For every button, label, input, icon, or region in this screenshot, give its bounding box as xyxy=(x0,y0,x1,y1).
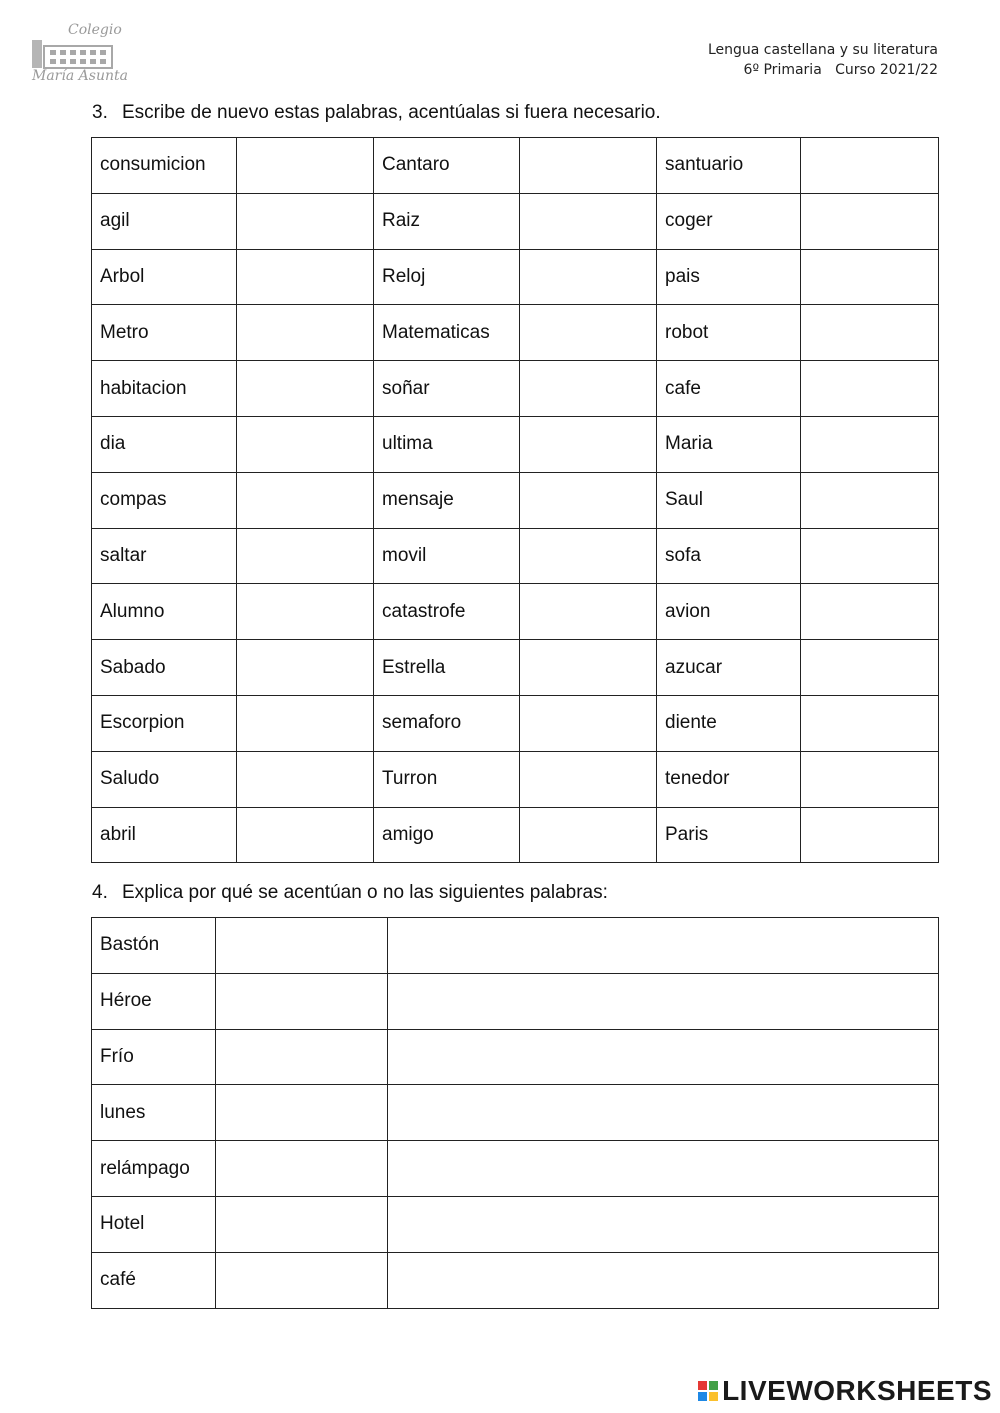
word-cell: Hotel xyxy=(92,1196,216,1252)
word-cell: ultima xyxy=(374,416,520,472)
table-row xyxy=(92,751,939,807)
explanation-cell[interactable] xyxy=(388,1085,939,1141)
explain-words-body xyxy=(92,918,939,1309)
table-row xyxy=(92,416,939,472)
header-subject: Lengua castellana y su literatura xyxy=(707,42,938,58)
question-3 xyxy=(92,102,661,124)
word-cell: robot xyxy=(657,305,801,361)
word-cell: sofa xyxy=(657,528,801,584)
word-cell: coger xyxy=(657,193,801,249)
question-4-text: Explica por qué se acentúan o no las siguientes palabras: xyxy=(122,882,608,903)
answer-cell[interactable] xyxy=(520,193,657,249)
page-header xyxy=(708,40,938,80)
word-cell: Héroe xyxy=(92,973,216,1029)
answer-cell[interactable] xyxy=(520,807,657,863)
question-4 xyxy=(92,882,608,904)
accent-words-table xyxy=(91,137,939,863)
answer-cell[interactable] xyxy=(237,751,374,807)
liveworksheets-logo-icon xyxy=(698,1381,718,1401)
word-cell: lunes xyxy=(92,1085,216,1141)
classification-cell[interactable] xyxy=(216,918,388,974)
table-row xyxy=(92,1029,939,1085)
word-cell: mensaje xyxy=(374,472,520,528)
answer-cell[interactable] xyxy=(520,472,657,528)
word-cell: avion xyxy=(657,584,801,640)
classification-cell[interactable] xyxy=(216,1196,388,1252)
answer-cell[interactable] xyxy=(520,138,657,194)
word-cell: Paris xyxy=(657,807,801,863)
logo-line2: María Asunta xyxy=(32,68,128,84)
answer-cell[interactable] xyxy=(801,751,939,807)
word-cell: dia xyxy=(92,416,237,472)
answer-cell[interactable] xyxy=(237,193,374,249)
word-cell: Maria xyxy=(657,416,801,472)
explanation-cell[interactable] xyxy=(388,973,939,1029)
answer-cell[interactable] xyxy=(520,584,657,640)
word-cell: amigo xyxy=(374,807,520,863)
word-cell: azucar xyxy=(657,640,801,696)
classification-cell[interactable] xyxy=(216,1141,388,1197)
logo-block xyxy=(698,1381,707,1390)
answer-cell[interactable] xyxy=(237,305,374,361)
table-row xyxy=(92,1085,939,1141)
explanation-cell[interactable] xyxy=(388,1141,939,1197)
answer-cell[interactable] xyxy=(801,584,939,640)
word-cell: Cantaro xyxy=(374,138,520,194)
table-row xyxy=(92,305,939,361)
word-cell: Estrella xyxy=(374,640,520,696)
explanation-cell[interactable] xyxy=(388,1196,939,1252)
word-cell: Escorpion xyxy=(92,695,237,751)
answer-cell[interactable] xyxy=(520,305,657,361)
logo-block xyxy=(709,1381,718,1390)
answer-cell[interactable] xyxy=(237,640,374,696)
word-cell: pais xyxy=(657,249,801,305)
table-row xyxy=(92,640,939,696)
classification-cell[interactable] xyxy=(216,973,388,1029)
word-cell: agil xyxy=(92,193,237,249)
liveworksheets-brand: LIVEWORKSHEETS xyxy=(722,1375,992,1406)
liveworksheets-watermark xyxy=(698,1375,992,1407)
answer-cell[interactable] xyxy=(801,249,939,305)
word-cell: café xyxy=(92,1252,216,1308)
answer-cell[interactable] xyxy=(801,640,939,696)
table-row xyxy=(92,193,939,249)
word-cell: movil xyxy=(374,528,520,584)
logo-block xyxy=(709,1392,718,1401)
answer-cell[interactable] xyxy=(237,807,374,863)
word-cell: abril xyxy=(92,807,237,863)
word-cell: Raiz xyxy=(374,193,520,249)
answer-cell[interactable] xyxy=(520,695,657,751)
word-cell: saltar xyxy=(92,528,237,584)
word-cell: diente xyxy=(657,695,801,751)
answer-cell[interactable] xyxy=(801,305,939,361)
answer-cell[interactable] xyxy=(237,361,374,417)
answer-cell[interactable] xyxy=(520,249,657,305)
answer-cell[interactable] xyxy=(801,472,939,528)
answer-cell[interactable] xyxy=(801,138,939,194)
answer-cell[interactable] xyxy=(237,249,374,305)
word-cell: Sabado xyxy=(92,640,237,696)
answer-cell[interactable] xyxy=(237,695,374,751)
explanation-cell[interactable] xyxy=(388,1029,939,1085)
question-3-number: 3. xyxy=(92,102,108,123)
answer-cell[interactable] xyxy=(520,416,657,472)
classification-cell[interactable] xyxy=(216,1085,388,1141)
classification-cell[interactable] xyxy=(216,1252,388,1308)
table-row xyxy=(92,807,939,863)
answer-cell[interactable] xyxy=(520,640,657,696)
word-cell: catastrofe xyxy=(374,584,520,640)
word-cell: semaforo xyxy=(374,695,520,751)
word-cell: tenedor xyxy=(657,751,801,807)
table-row xyxy=(92,138,939,194)
classification-cell[interactable] xyxy=(216,1029,388,1085)
explanation-cell[interactable] xyxy=(388,1252,939,1308)
table-row xyxy=(92,528,939,584)
answer-cell[interactable] xyxy=(520,751,657,807)
word-cell: Matematicas xyxy=(374,305,520,361)
answer-cell[interactable] xyxy=(801,807,939,863)
explain-words-table xyxy=(91,917,939,1309)
table-row xyxy=(92,918,939,974)
word-cell: Bastón xyxy=(92,918,216,974)
answer-cell[interactable] xyxy=(237,472,374,528)
table-row xyxy=(92,695,939,751)
answer-cell[interactable] xyxy=(801,361,939,417)
answer-cell[interactable] xyxy=(801,193,939,249)
explanation-cell[interactable] xyxy=(388,918,939,974)
school-logo xyxy=(30,22,128,84)
word-cell: soñar xyxy=(374,361,520,417)
word-cell: santuario xyxy=(657,138,801,194)
table-row xyxy=(92,472,939,528)
table-row xyxy=(92,584,939,640)
word-cell: Reloj xyxy=(374,249,520,305)
building-icon xyxy=(30,34,114,70)
word-cell: consumicion xyxy=(92,138,237,194)
answer-cell[interactable] xyxy=(801,416,939,472)
word-cell: Arbol xyxy=(92,249,237,305)
answer-cell[interactable] xyxy=(520,528,657,584)
answer-cell[interactable] xyxy=(237,584,374,640)
logo-line1: Colegio xyxy=(68,22,122,38)
table-row xyxy=(92,1141,939,1197)
table-row xyxy=(92,973,939,1029)
word-cell: Turron xyxy=(374,751,520,807)
word-cell: Saludo xyxy=(92,751,237,807)
word-cell: Saul xyxy=(657,472,801,528)
word-cell: relámpago xyxy=(92,1141,216,1197)
table-row xyxy=(92,361,939,417)
word-cell: Frío xyxy=(92,1029,216,1085)
question-4-number: 4. xyxy=(92,882,108,903)
word-cell: cafe xyxy=(657,361,801,417)
word-cell: Metro xyxy=(92,305,237,361)
logo-block xyxy=(698,1392,707,1401)
header-course: 6º Primaria Curso 2021/22 xyxy=(743,62,938,78)
table-row xyxy=(92,249,939,305)
answer-cell[interactable] xyxy=(801,695,939,751)
table-row xyxy=(92,1252,939,1308)
word-cell: compas xyxy=(92,472,237,528)
word-cell: habitacion xyxy=(92,361,237,417)
answer-cell[interactable] xyxy=(237,416,374,472)
question-3-text: Escribe de nuevo estas palabras, acentúalas si fuera necesario. xyxy=(122,102,661,123)
answer-cell[interactable] xyxy=(237,138,374,194)
word-cell: Alumno xyxy=(92,584,237,640)
table-row xyxy=(92,1196,939,1252)
answer-cell[interactable] xyxy=(237,528,374,584)
accent-words-body xyxy=(92,138,939,863)
answer-cell[interactable] xyxy=(801,528,939,584)
answer-cell[interactable] xyxy=(520,361,657,417)
